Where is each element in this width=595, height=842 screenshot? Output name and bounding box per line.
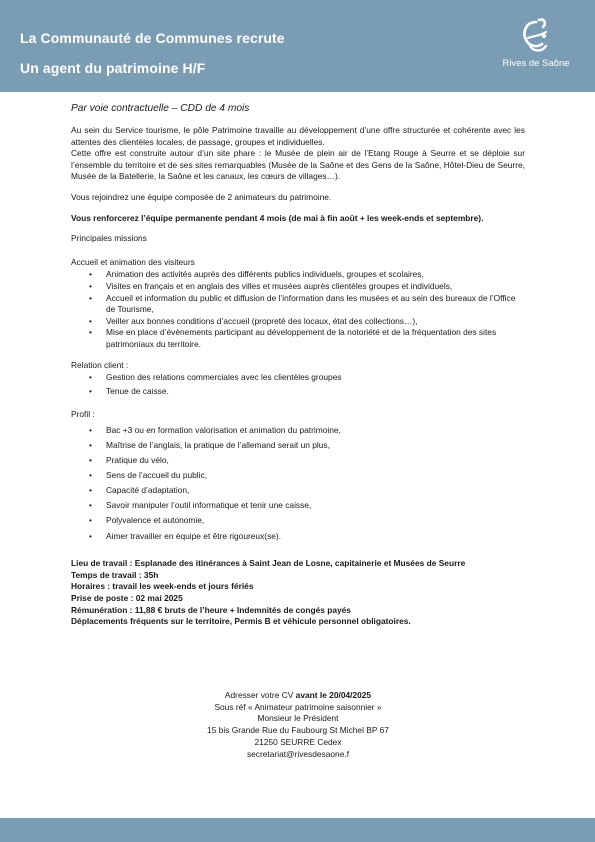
logo-mark-icon (500, 16, 572, 60)
header-banner (0, 0, 595, 92)
relation-heading: Relation client : (71, 359, 129, 370)
work-hours: Temps de travail : 35h (71, 569, 159, 580)
team-paragraph: Vous rejoindrez une équipe composée de 2 animateurs du patrimoine. (71, 191, 332, 202)
list-item: • Animation des activités auprès des différents publics individuels, groupes et scolaires, (71, 269, 525, 281)
job-offer-body (71, 102, 525, 628)
list-item: • Bac +3 ou en formation valorisation et animation du patrimoine, (71, 425, 525, 437)
list-item: • Aimer travailler en équipe et être rigoureux(se). (71, 531, 525, 543)
intro-paragraph-1: Au sein du Service tourisme, le pôle Patrimoine travaille au développement d’une offre structurée et cohérente avec les attentes des clientèles locales, de passage, groupes et individuelles. (71, 125, 525, 147)
recipient-line: Monsieur le Président (257, 713, 339, 724)
list-item: • Capacité d’adaptation, (71, 485, 525, 497)
reinforce-paragraph: Vous renforcerez l’équipe permanente pendant 4 mois (de mai à fin août + les week-ends et septembre). (71, 212, 484, 223)
work-schedule: Horaires : travail les week-ends et jours fériés (71, 581, 254, 592)
footer-banner (0, 818, 595, 842)
list-item: • Accueil et information du public et diffusion de l’information dans les musées et au sein des bureaux de l’Office de Tourisme, (71, 293, 525, 316)
start-date: Prise de poste : 02 mai 2025 (71, 592, 183, 603)
accueil-heading: Accueil et animation des visiteurs (71, 256, 195, 267)
reference-line: Sous réf « Animateur patrimoine saisonnier » (214, 701, 382, 712)
missions-heading: Principales missions (71, 233, 147, 244)
travel-requirements: Déplacements fréquents sur le territoire, Permis B et véhicule personnel obligatoires. (71, 616, 411, 627)
list-item: • Savoir manipuler l’outil informatique et tenir une caisse, (71, 500, 525, 512)
list-item: • Maîtrise de l’anglais, la pratique de l’allemand serait un plus, (71, 440, 525, 452)
rives-de-saone-logo (500, 16, 572, 80)
address-line: 15 bis Grande Rue du Faubourg St Michel BP 67 (207, 725, 389, 736)
contract-subtitle: Par voie contractuelle – CDD de 4 mois (71, 103, 250, 114)
profil-heading: Profil : (71, 409, 95, 420)
header-job-title: Un agent du patrimoine H/F (20, 60, 206, 76)
header-title: La Communauté de Communes recrute (20, 30, 285, 46)
list-item: • Mise en place d’évènements participant au développement de la notoriété et de la fréquentation des sites patrimoniaux du territoire. (71, 327, 525, 350)
list-item: • Gestion des relations commerciales avec les clientèles groupes (71, 372, 525, 384)
deadline-date: avant le 20/04/2025 (295, 690, 372, 700)
list-item: • Veiller aux bonnes conditions d’accueil (propreté des locaux, état des collections…), (71, 316, 525, 328)
salary: Rémunération : 11,88 € bruts de l’heure + Indemnités de congés payés (71, 604, 351, 615)
postal-line: 21250 SEURRE Cedex (254, 736, 342, 747)
list-item: • Pratique du vélo, (71, 455, 525, 467)
profil-list (71, 425, 525, 542)
email-link[interactable]: secretariat@rivesdesaone.f (246, 748, 350, 759)
list-item: • Visites en français et en anglais des villes et musées auprès clientèles groupes et individuels, (71, 281, 525, 293)
application-deadline: Adresser votre CV avant le 20/04/2025 (224, 690, 372, 700)
application-contact (71, 690, 525, 760)
job-conditions (71, 558, 525, 628)
list-item: • Tenue de caisse. (71, 386, 525, 398)
logo-text: Rives de Saône (502, 58, 570, 69)
work-location: Lieu de travail : Esplanade des itinérances à Saint Jean de Losne, capitainerie et Musées de Seurre (71, 558, 466, 569)
relation-list (71, 372, 525, 397)
list-item: • Sens de l’accueil du public, (71, 470, 525, 482)
intro-paragraph-2: Cette offre est construite autour d’un site phare : le Musée de plein air de l’Etang Rouge à Seurre et se déploie sur l’ensemble du territoire et de ses sites remarquables (Musée de la Saône et des Gens de la Saône, Hôtel-Dieu de Seurre, Musée de la Batellerie, la Saône et les canaux, les cœurs de villages…). (71, 148, 525, 182)
accueil-list (71, 269, 525, 350)
list-item: • Polyvalence et autonomie, (71, 515, 525, 527)
